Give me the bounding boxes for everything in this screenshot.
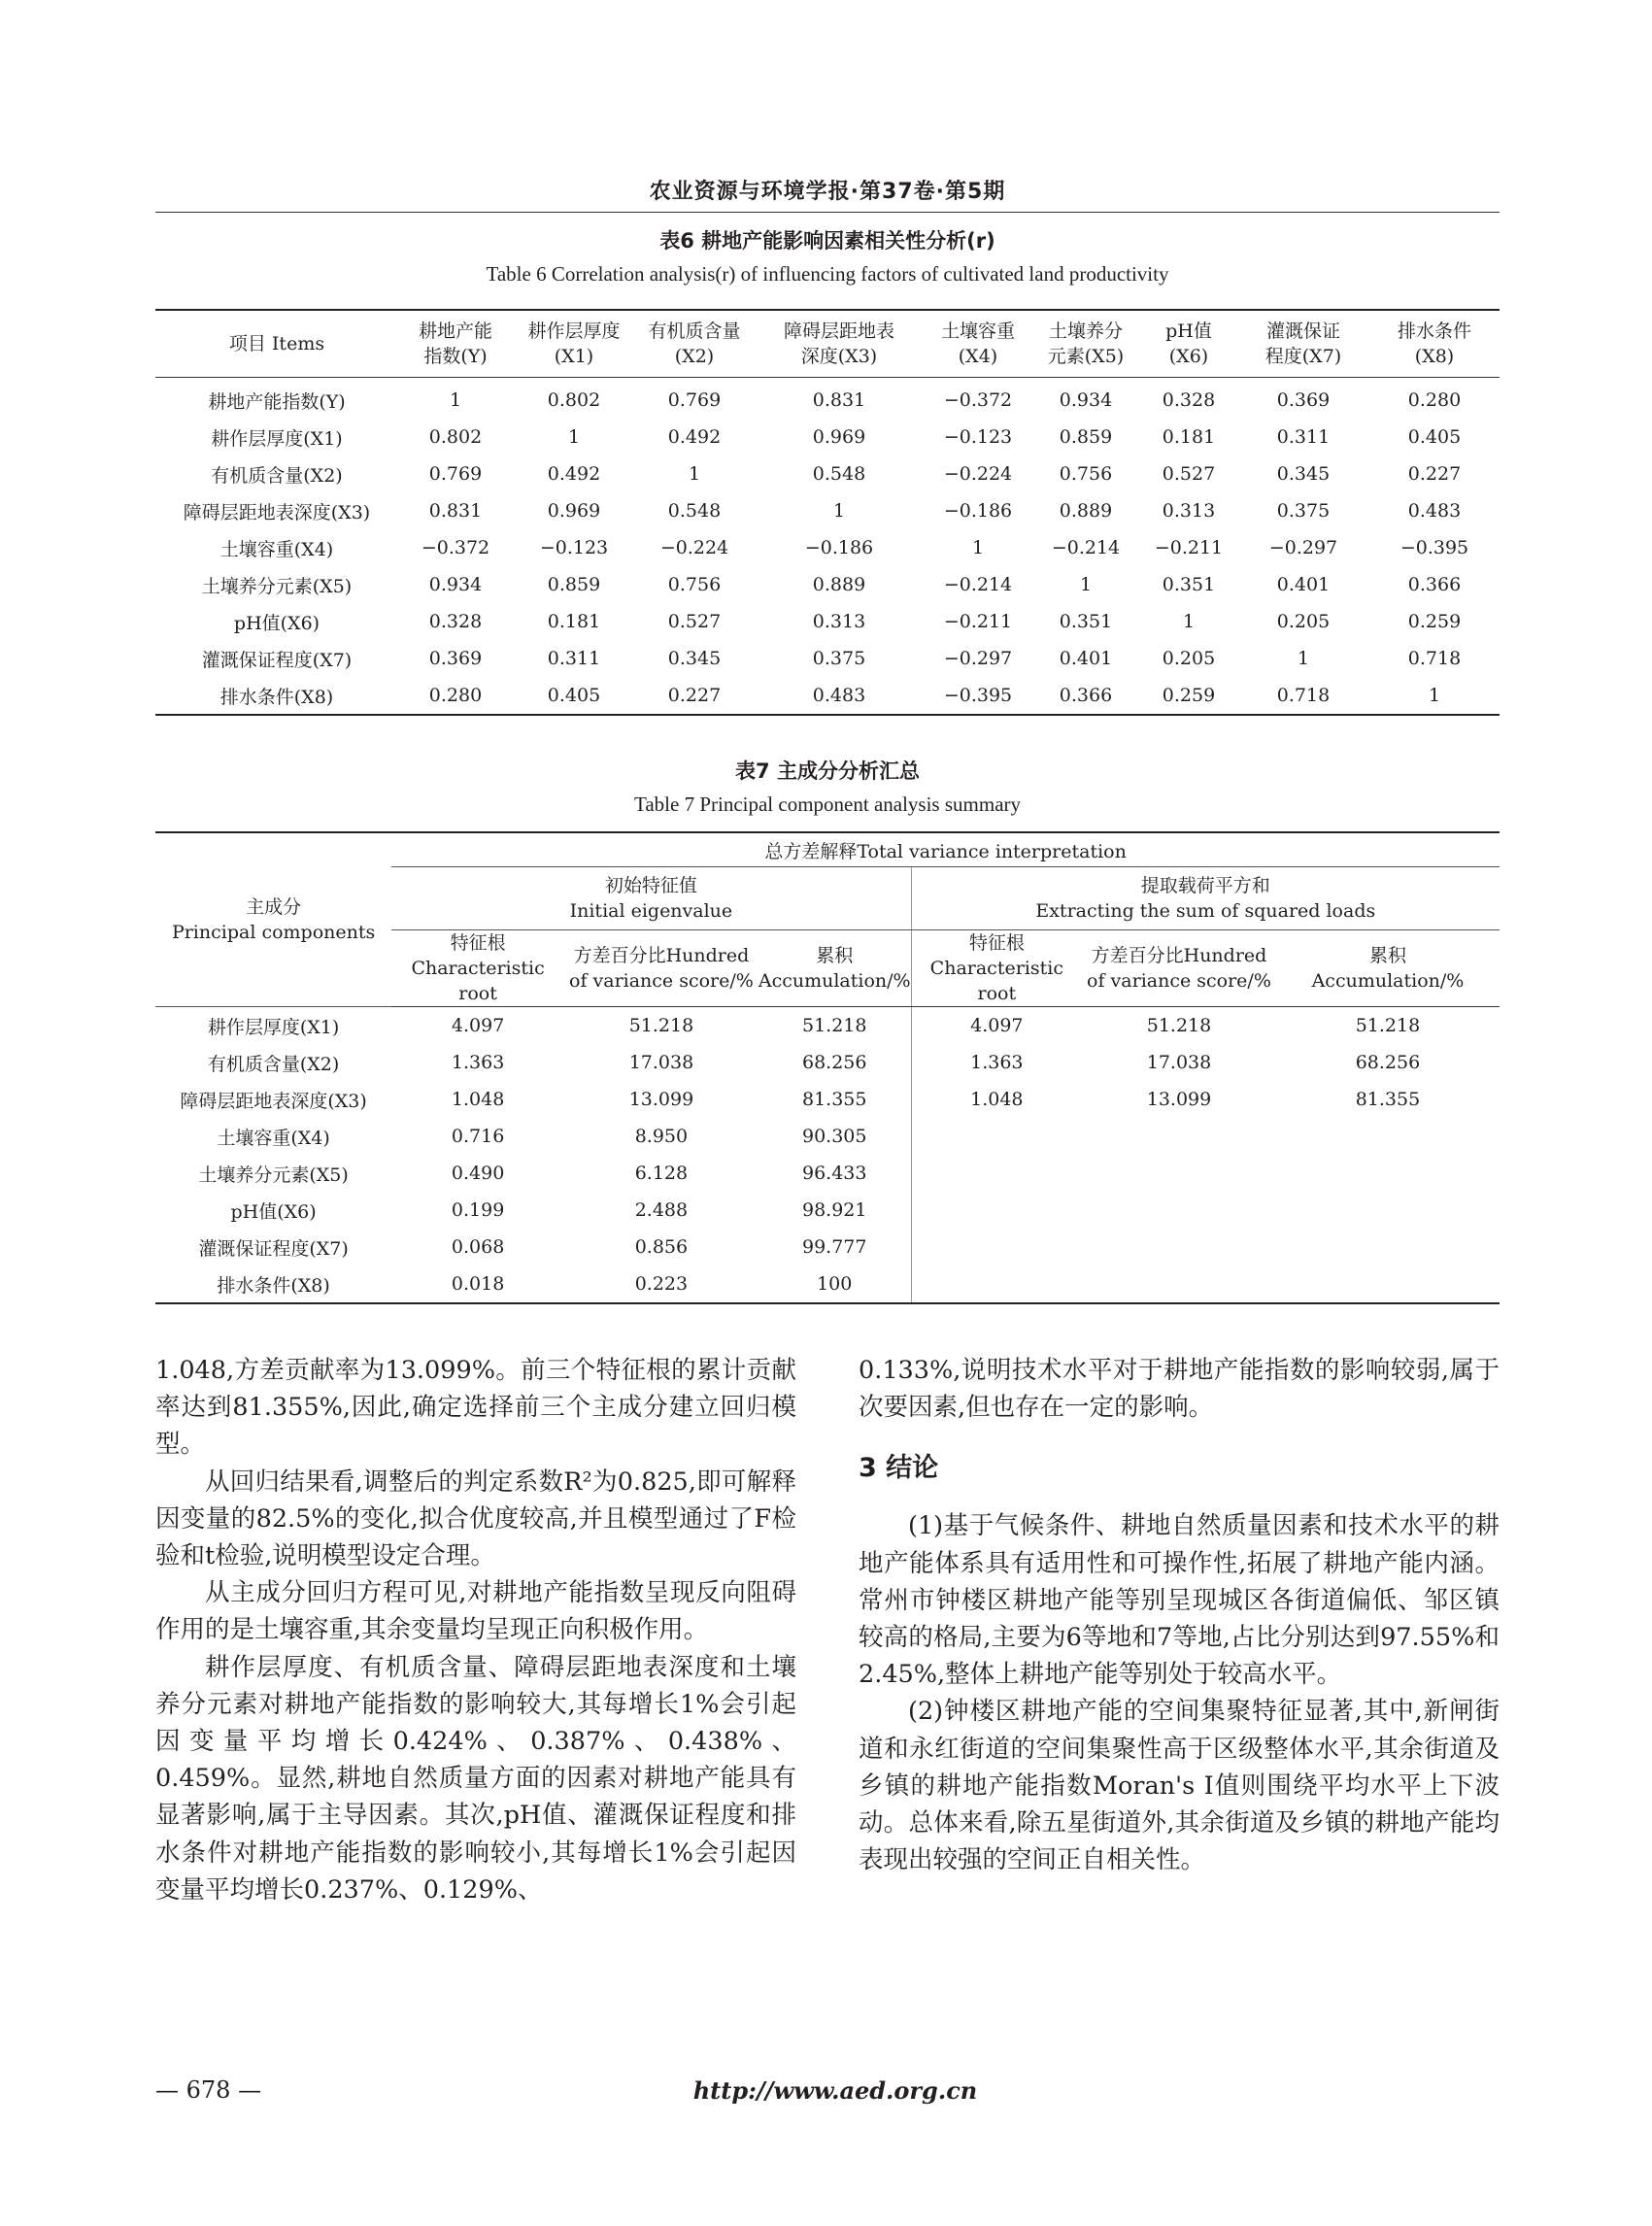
- header-line: (X6): [1168, 346, 1209, 367]
- table6-col-header: [513, 310, 635, 378]
- table-cell: 2.488: [634, 1199, 689, 1221]
- row-label: 土壤容重(X4): [217, 1127, 330, 1149]
- table6-col-header: [1237, 310, 1369, 378]
- row-label: 有机质含量(X2): [207, 1053, 340, 1075]
- table-cell: 0.934: [1059, 389, 1113, 411]
- table-cell: 1.048: [911, 1081, 1082, 1118]
- table-cell: 0.328: [1162, 389, 1216, 411]
- table-cell: 17.038: [1146, 1052, 1212, 1073]
- table-cell: 0.401: [1276, 574, 1331, 595]
- table-cell: 0.483: [1407, 500, 1462, 522]
- pca-initial-eigenvalue-header: 初始特征值 Initial eigenvalue: [391, 867, 911, 930]
- table-cell: [1082, 1229, 1276, 1265]
- table-row: [155, 1229, 1500, 1265]
- table-cell: [911, 1265, 1082, 1303]
- table6-col-header: [925, 310, 1031, 378]
- table-cell: 68.256: [1355, 1052, 1421, 1073]
- table-cell: 0.831: [428, 500, 483, 522]
- row-label: 耕作层厚度(X1): [211, 427, 343, 450]
- table-row: [155, 1192, 1500, 1229]
- table-cell: 0.311: [1276, 426, 1331, 448]
- header-line: 程度(X7): [1264, 346, 1342, 367]
- table6-col-header: [398, 310, 513, 378]
- header-line: 方差百分比Hundred: [573, 945, 750, 966]
- table-cell: 0.280: [1407, 389, 1462, 411]
- table-cell: [1276, 1265, 1500, 1303]
- table-cell: [1276, 1192, 1500, 1229]
- table-cell: 0.259: [1407, 611, 1462, 632]
- body-paragraph: (2)钟楼区耕地产能的空间集聚特征显著,其中,新闸街道和永红街道的空间集聚性高于区级整体水平,其余街道及乡镇的耕地产能指数Moran's I值则围绕平均水平上下波动。总体来看,除五星街道外,其余街道及乡镇的耕地产能均表现出较强的空间正自相关性。: [859, 1697, 1500, 1875]
- table-cell: 51.218: [1355, 1015, 1421, 1036]
- table-cell: [1276, 1155, 1500, 1192]
- table6-caption-en: Table 6 Correlation analysis(r) of influencing factors of cultivated land productivity: [486, 262, 1169, 286]
- table-cell: 0.969: [547, 500, 601, 522]
- table-row: [155, 603, 1500, 640]
- header-line: 指数(Y): [423, 346, 488, 367]
- table-cell: 0.369: [1276, 389, 1331, 411]
- table-row: [155, 419, 1500, 455]
- table-cell: 0.527: [1162, 463, 1216, 485]
- header-line: 土壤容重: [940, 320, 1015, 342]
- body-paragraph: 1.048,方差贡献率为13.099%。前三个特征根的累计贡献率达到81.355%,因此,确定选择前三个主成分建立回归模型。: [155, 1356, 796, 1460]
- table6-col-header: [754, 310, 925, 378]
- header-line: 障碍层距地表: [783, 320, 894, 342]
- table-row: [155, 378, 1500, 420]
- row-label: 排水条件(X8): [219, 686, 334, 708]
- table-cell: 0.369: [428, 648, 483, 669]
- table6-caption-zh: 表6 耕地产能影响因素相关性分析(r): [659, 229, 995, 253]
- header-line: 耕地产能: [418, 320, 492, 342]
- table-cell: 4.097: [911, 1007, 1082, 1045]
- table-cell: 1.048: [451, 1089, 505, 1110]
- table-cell: 0.328: [428, 611, 483, 632]
- table-cell: 0.716: [451, 1126, 505, 1147]
- pca-group-top-header: 总方差解释Total variance interpretation: [391, 832, 1500, 867]
- table-cell: 0.223: [634, 1273, 689, 1295]
- table6-col-header: [1031, 310, 1140, 378]
- table-cell: 17.038: [628, 1052, 694, 1073]
- table-cell: 51.218: [801, 1015, 867, 1036]
- table-cell: 1.363: [911, 1044, 1082, 1081]
- table-cell: [1082, 1265, 1276, 1303]
- row-label: 障碍层距地表深度(X3): [183, 501, 371, 523]
- header-line: (X2): [674, 346, 715, 367]
- table-cell: 1: [1182, 611, 1196, 632]
- table-cell: 0.311: [547, 648, 601, 669]
- table-cell: [1082, 1155, 1276, 1192]
- table-row: [155, 1155, 1500, 1192]
- row-label: 耕地产能指数(Y): [208, 390, 346, 413]
- header-line: 特征根: [450, 932, 506, 954]
- table-cell: [1082, 1192, 1276, 1229]
- table-cell: [911, 1229, 1082, 1265]
- table-cell: 0.181: [1162, 426, 1216, 448]
- table-cell: [911, 1192, 1082, 1229]
- header-line: (X8): [1414, 346, 1455, 367]
- table-cell: −0.186: [804, 537, 874, 558]
- table-cell: 0.490: [451, 1163, 505, 1184]
- header-line: 耕作层厚度: [527, 320, 621, 342]
- header-line: 元素(X5): [1047, 346, 1125, 367]
- table-cell: 0.366: [1407, 574, 1462, 595]
- table-cell: 0.366: [1059, 685, 1113, 706]
- table7-caption-en: Table 7 Principal component analysis summary: [633, 793, 1022, 816]
- table6-col-header: [1369, 310, 1500, 378]
- table-cell: −0.224: [943, 463, 1013, 485]
- table-cell: 0.205: [1162, 648, 1216, 669]
- pca-subcol-header: [911, 930, 1082, 1007]
- pca-subcol-header: [391, 930, 564, 1007]
- header-line: of variance score/%: [1087, 970, 1271, 992]
- row-label: pH值(X6): [233, 612, 320, 634]
- row-label: 排水条件(X8): [217, 1274, 330, 1297]
- header-line: 特征根: [968, 932, 1025, 954]
- header-line: Accumulation/%: [1311, 970, 1465, 992]
- row-label: 灌溉保证程度(X7): [201, 649, 353, 671]
- page-number: — 678 —: [155, 2076, 262, 2104]
- body-paragraph: (1)基于气候条件、耕地自然质量因素和技术水平的耕地产能体系具有适用性和可操作性,拓展了耕地产能内涵。常州市钟楼区耕地产能等别呈现城区各街道偏低、邹区镇较高的格局,主要为6等地和7等地,占比分别达到97.55%和2.45%,整体上耕地产能等别处于较高水平。: [859, 1511, 1500, 1690]
- table-cell: 0.769: [667, 389, 722, 411]
- table-row: [155, 529, 1500, 566]
- table-cell: 1: [449, 389, 462, 411]
- table-cell: 0.345: [1276, 463, 1331, 485]
- table-cell: 1: [1297, 648, 1310, 669]
- table-cell: 1: [688, 463, 701, 485]
- header-line: 灌溉保证: [1265, 320, 1340, 342]
- header-line: of variance score/%: [569, 970, 754, 992]
- table6-col-header: [635, 310, 754, 378]
- table-cell: 0.831: [812, 389, 866, 411]
- row-label: 土壤养分元素(X5): [201, 575, 353, 597]
- table-cell: 51.218: [628, 1015, 694, 1036]
- table-cell: 0.802: [547, 389, 601, 411]
- table-cell: 96.433: [801, 1163, 867, 1184]
- header-rule: [155, 212, 1500, 213]
- table6-header-row: [155, 310, 1500, 378]
- header-line: Characteristic root: [411, 958, 545, 1004]
- table-cell: 0.483: [812, 685, 866, 706]
- body-paragraph: 从主成分回归方程可见,对耕地产能指数呈现反向阻碍作用的是土壤容重,其余变量均呈现正向积极作用。: [155, 1578, 796, 1645]
- table-cell: 1: [832, 500, 846, 522]
- header-line: (X4): [958, 346, 998, 367]
- table-cell: 0.934: [428, 574, 483, 595]
- table-cell: 90.305: [801, 1126, 867, 1147]
- table-cell: 0.756: [1059, 463, 1113, 485]
- table-cell: 100: [817, 1273, 853, 1295]
- header-line: 累积: [1368, 945, 1406, 966]
- body-right-column: [859, 1352, 1500, 1878]
- header-line: Characteristic root: [929, 958, 1063, 1004]
- table-cell: 0.313: [812, 611, 866, 632]
- table-cell: [1276, 1118, 1500, 1155]
- table-cell: −0.395: [1399, 537, 1469, 558]
- header-line: (X1): [554, 346, 594, 367]
- table-cell: 0.375: [1276, 500, 1331, 522]
- table-cell: 0.889: [1059, 500, 1113, 522]
- table-cell: −0.297: [943, 648, 1013, 669]
- table-cell: −0.214: [943, 574, 1013, 595]
- row-label: 土壤养分元素(X5): [198, 1164, 349, 1186]
- table-cell: 0.856: [634, 1236, 689, 1258]
- table-cell: 68.256: [801, 1052, 867, 1073]
- table-cell: [1082, 1118, 1276, 1155]
- header-line: 土壤养分: [1048, 320, 1123, 342]
- table-cell: 0.205: [1276, 611, 1331, 632]
- table6-col-header: [1140, 310, 1237, 378]
- table-row: [155, 1265, 1500, 1303]
- table-cell: 0.181: [547, 611, 601, 632]
- table-cell: 0.889: [812, 574, 866, 595]
- table7-caption-zh: 表7 主成分分析汇总: [735, 759, 920, 783]
- table-row: [155, 1044, 1500, 1081]
- row-label: 障碍层距地表深度(X3): [180, 1090, 367, 1112]
- table-cell: −0.123: [539, 537, 609, 558]
- pca-subcol-header: [1276, 930, 1500, 1007]
- table-cell: 0.313: [1162, 500, 1216, 522]
- table-cell: −0.395: [943, 685, 1013, 706]
- table-cell: 0.769: [428, 463, 483, 485]
- table-cell: 0.492: [667, 426, 722, 448]
- table-cell: 0.859: [547, 574, 601, 595]
- table-cell: 13.099: [628, 1089, 694, 1110]
- header-line: 深度(X3): [800, 346, 878, 367]
- table-row: [155, 1081, 1500, 1118]
- table-cell: 0.401: [1059, 648, 1113, 669]
- row-label: 有机质含量(X2): [211, 464, 343, 487]
- footer-url: http://www.aed.org.cn: [692, 2076, 978, 2105]
- table-cell: −0.297: [1268, 537, 1338, 558]
- table-cell: 6.128: [634, 1163, 689, 1184]
- table-cell: −0.372: [943, 389, 1013, 411]
- table-cell: 99.777: [801, 1236, 867, 1258]
- table-cell: 1: [971, 537, 985, 558]
- table-row: [155, 1118, 1500, 1155]
- header-line: Accumulation/%: [758, 970, 911, 992]
- table-cell: −0.123: [943, 426, 1013, 448]
- header-line: 项目 Items: [228, 333, 325, 354]
- table-cell: 0.718: [1407, 648, 1462, 669]
- table-cell: 0.492: [547, 463, 601, 485]
- table-cell: 81.355: [1355, 1089, 1421, 1110]
- table-cell: 0.405: [1407, 426, 1462, 448]
- pca-subcol-header: [564, 930, 759, 1007]
- table-cell: −0.186: [943, 500, 1013, 522]
- table-cell: −0.214: [1051, 537, 1121, 558]
- table-cell: 8.950: [634, 1126, 689, 1147]
- header-line: 方差百分比Hundred: [1091, 945, 1267, 966]
- table-cell: 0.280: [428, 685, 483, 706]
- table-cell: 0.718: [1276, 685, 1331, 706]
- table-cell: 81.355: [801, 1089, 867, 1110]
- table-cell: 0.405: [547, 685, 601, 706]
- table-cell: 0.548: [812, 463, 866, 485]
- table-cell: 0.375: [812, 648, 866, 669]
- table-cell: 0.351: [1059, 611, 1113, 632]
- table-cell: 0.068: [451, 1236, 505, 1258]
- row-label: pH值(X6): [230, 1200, 317, 1223]
- pca-first-col-header: 主成分 Principal components: [155, 832, 391, 1007]
- table-cell: −0.211: [1154, 537, 1224, 558]
- header-line: 累积: [816, 945, 854, 966]
- table-row: [155, 492, 1500, 529]
- table-row: [155, 566, 1500, 603]
- table-cell: 0.351: [1162, 574, 1216, 595]
- body-left-column: [155, 1352, 796, 1908]
- table6-col-header: [155, 310, 398, 378]
- table-cell: 0.259: [1162, 685, 1216, 706]
- table-cell: 1: [1428, 685, 1441, 706]
- pca-summary-table: [155, 831, 1500, 1304]
- header-line: 排水条件: [1397, 320, 1471, 342]
- body-paragraph: 耕作层厚度、有机质含量、障碍层距地表深度和土壤养分元素对耕地产能指数的影响较大,其每增长1%会引起因变量平均增长0.424%、0.387%、0.438%、0.459%。显然,耕地自然质量方面的因素对耕地产能具有显著影响,属于主导因素。其次,pH值、灌溉保证程度和排水条件对耕地产能指数的影响较小,其每增长1%会引起因变量平均增长0.237%、0.129%、: [155, 1652, 796, 1905]
- table-row: [155, 455, 1500, 492]
- section-heading-conclusion: 3 结论: [859, 1453, 939, 1484]
- table-row: [155, 677, 1500, 715]
- table-cell: 0.756: [667, 574, 722, 595]
- header-line: 有机质含量: [648, 320, 741, 342]
- right-paragraph-continued: 0.133%,说明技术水平对于耕地产能指数的影响较弱,属于次要因素,但也存在一定的影响。: [859, 1356, 1500, 1423]
- journal-header: 农业资源与环境学报·第37卷·第5期: [649, 180, 1006, 204]
- pca-subcol-header: [1082, 930, 1276, 1007]
- pca-subcol-header: [759, 930, 911, 1007]
- table-cell: 0.227: [667, 685, 722, 706]
- table-cell: 1: [1079, 574, 1093, 595]
- table-cell: 0.018: [451, 1273, 505, 1295]
- row-label: 土壤容重(X4): [219, 538, 334, 560]
- table-cell: −0.372: [421, 537, 490, 558]
- table-row: [155, 1007, 1500, 1045]
- correlation-table: [155, 309, 1500, 716]
- table-cell: −0.211: [943, 611, 1013, 632]
- table-cell: 0.527: [667, 611, 722, 632]
- table-cell: [911, 1118, 1082, 1155]
- table-cell: [1276, 1229, 1500, 1265]
- pca-extraction-header: 提取载荷平方和 Extracting the sum of squared loads: [911, 867, 1500, 930]
- body-paragraph: 从回归结果看,调整后的判定系数R²为0.825,即可解释因变量的82.5%的变化,拟合优度较高,并且模型通过了F检验和t检验,说明模型设定合理。: [155, 1467, 796, 1571]
- table-row: [155, 640, 1500, 677]
- table-cell: [911, 1155, 1082, 1192]
- table-cell: 0.969: [812, 426, 866, 448]
- table-cell: 1.363: [451, 1052, 505, 1073]
- table-cell: −0.224: [659, 537, 729, 558]
- table-cell: 0.859: [1059, 426, 1113, 448]
- table-cell: 1: [567, 426, 581, 448]
- table-cell: 4.097: [451, 1015, 505, 1036]
- table-cell: 51.218: [1146, 1015, 1212, 1036]
- table-cell: 13.099: [1146, 1089, 1212, 1110]
- table-cell: 0.199: [451, 1199, 505, 1221]
- header-line: pH值: [1165, 320, 1212, 342]
- table-cell: 0.802: [428, 426, 483, 448]
- table-cell: 0.345: [667, 648, 722, 669]
- row-label: 耕作层厚度(X1): [207, 1016, 340, 1038]
- table-cell: 0.548: [667, 500, 722, 522]
- row-label: 灌溉保证程度(X7): [198, 1237, 349, 1260]
- table-cell: 98.921: [801, 1199, 867, 1221]
- table-cell: 0.227: [1407, 463, 1462, 485]
